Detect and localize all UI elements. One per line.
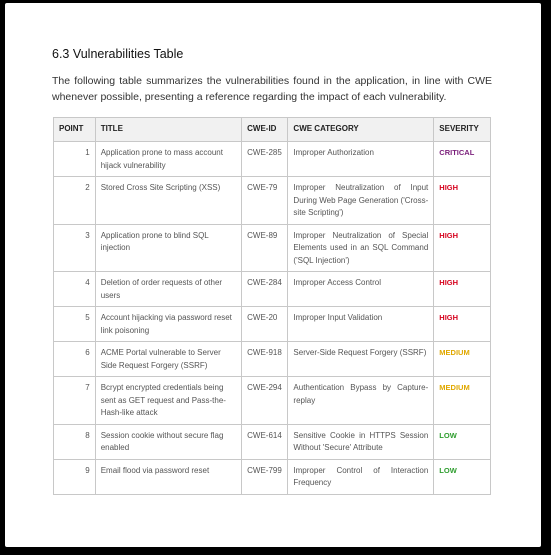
row-point: 9 xyxy=(54,459,96,494)
row-point: 8 xyxy=(54,424,96,459)
row-severity xyxy=(434,272,491,307)
row-cwe-id: CWE-614 xyxy=(242,424,288,459)
row-cwe-category: Improper Neutralization of Special Elements used in an SQL Command ('SQL Injection') xyxy=(288,224,434,272)
row-point: 5 xyxy=(54,307,96,342)
row-cwe-category: Improper Authorization xyxy=(288,142,434,177)
severity-badge: CRITICAL xyxy=(439,148,475,157)
row-cwe-id: CWE-285 xyxy=(242,142,288,177)
row-point: 3 xyxy=(54,224,96,272)
row-severity xyxy=(434,177,491,225)
row-severity xyxy=(434,459,491,494)
row-title: Deletion of order requests of other users xyxy=(95,272,241,307)
row-cwe-category: Server-Side Request Forgery (SSRF) xyxy=(288,342,434,377)
row-cwe-category: Sensitive Cookie in HTTPS Session Without 'Secure' Attribute xyxy=(288,424,434,459)
row-cwe-id: CWE-20 xyxy=(242,307,288,342)
row-severity xyxy=(434,224,491,272)
row-title: Application prone to blind SQL injection xyxy=(95,224,241,272)
section-intro: The following table summarizes the vulnerabilities found in the application, in line with CWE whenever possible, presenting a reference regarding the impact of each vulnerability. xyxy=(52,75,492,103)
row-severity xyxy=(434,377,491,425)
row-point: 1 xyxy=(54,142,96,177)
row-cwe-id: CWE-918 xyxy=(242,342,288,377)
row-severity xyxy=(434,424,491,459)
table-row xyxy=(54,342,491,377)
severity-badge: LOW xyxy=(439,465,457,475)
severity-badge: LOW xyxy=(439,430,457,440)
vulnerabilities-table xyxy=(53,117,491,495)
table-row xyxy=(54,224,491,272)
row-cwe-id: CWE-79 xyxy=(242,177,288,225)
table-row xyxy=(54,177,491,225)
table-body xyxy=(54,142,491,495)
row-severity xyxy=(434,142,491,177)
severity-badge: MEDIUM xyxy=(439,348,470,357)
table-header-row xyxy=(54,118,491,142)
severity-badge: HIGH xyxy=(439,313,459,322)
severity-badge: HIGH xyxy=(439,183,459,192)
table-row xyxy=(54,424,491,459)
row-title: Account hijacking via password reset link poisoning xyxy=(95,307,241,342)
row-severity xyxy=(434,307,491,342)
table-row xyxy=(54,459,491,494)
row-cwe-id: CWE-294 xyxy=(242,377,288,425)
document-page xyxy=(5,3,541,547)
row-cwe-id: CWE-799 xyxy=(242,459,288,494)
row-cwe-category: Improper Input Validation xyxy=(288,307,434,342)
severity-badge: MEDIUM xyxy=(439,383,470,392)
row-cwe-category: Improper Access Control xyxy=(288,272,434,307)
row-point: 2 xyxy=(54,177,96,225)
row-point: 7 xyxy=(54,377,96,425)
row-cwe-category: Authentication Bypass by Capture-replay xyxy=(288,377,434,425)
row-title: Stored Cross Site Scripting (XSS) xyxy=(95,177,241,225)
table-row xyxy=(54,272,491,307)
row-point: 4 xyxy=(54,272,96,307)
header-severity: SEVERITY xyxy=(434,118,491,142)
header-cwe-category: CWE CATEGORY xyxy=(288,118,434,142)
row-cwe-category: Improper Neutralization of Input During Web Page Generation ('Cross-site Scripting') xyxy=(288,177,434,225)
row-point: 6 xyxy=(54,342,96,377)
row-severity xyxy=(434,342,491,377)
row-title: Email flood via password reset xyxy=(95,459,241,494)
table-row xyxy=(54,142,491,177)
row-title: Session cookie without secure flag enabled xyxy=(95,424,241,459)
row-cwe-id: CWE-284 xyxy=(242,272,288,307)
header-cwe-id: CWE-ID xyxy=(242,118,288,142)
row-title: ACME Portal vulnerable to Server Side Request Forgery (SSRF) xyxy=(95,342,241,377)
severity-badge: HIGH xyxy=(439,278,459,287)
section-title: 6.3 Vulnerabilities Table xyxy=(52,47,184,61)
table-row xyxy=(54,307,491,342)
severity-badge: HIGH xyxy=(439,230,459,240)
table-row xyxy=(54,377,491,425)
row-title: Bcrypt encrypted credentials being sent as GET request and Pass-the-Hash-like attack xyxy=(95,377,241,425)
row-title: Application prone to mass account hijack vulnerability xyxy=(95,142,241,177)
row-cwe-id: CWE-89 xyxy=(242,224,288,272)
row-cwe-category: Improper Control of Interaction Frequency xyxy=(288,459,434,494)
header-point: POINT xyxy=(54,118,96,142)
header-title: TITLE xyxy=(95,118,241,142)
